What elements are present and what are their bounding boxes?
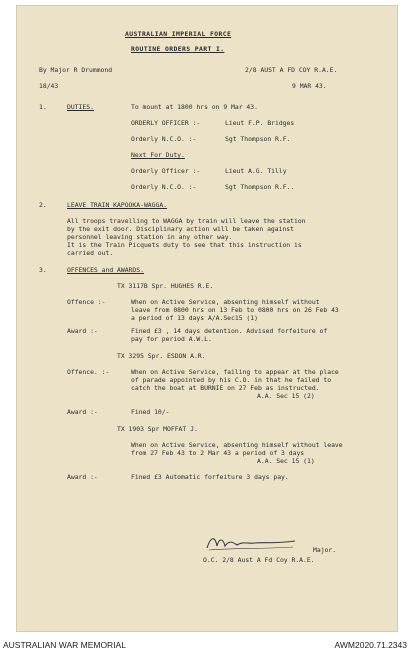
case-2-offence-line: catch the boat at BURNIE on 27 Feb as instructed. xyxy=(131,384,320,392)
section-2-title: LEAVE TRAIN KAPOOKA-WAGGA. xyxy=(67,201,168,209)
case-1-offence-line: leave from 0800 hrs on 13 Feb to 0800 hrs on 26 Feb 43 xyxy=(131,306,339,314)
section-1-number: 1. xyxy=(39,103,47,111)
section-2-line: by the exit door. Disciplinary action will be taken against xyxy=(67,225,295,233)
section-2-line: carried out. xyxy=(67,249,114,257)
case-2-offence-line: A.A. Sec 15 (2) xyxy=(257,392,315,400)
case-1-offence-label: Offence :- xyxy=(67,298,106,306)
case-2-offence-label: Offence. :- xyxy=(67,368,110,376)
orderly-officer-label: ORDERLY OFFICER :- xyxy=(131,119,201,127)
orderly-officer-name: Lieut F.P. Bridges xyxy=(225,119,295,127)
header-date: 9 MAR 43. xyxy=(292,82,327,90)
section-2-line: It is the Train Picquets duty to see that this instruction is xyxy=(67,241,302,249)
case-1-soldier: TX 3117B Spr. HUGHES R.E. xyxy=(117,282,214,290)
case-2-offence-line: of parade appointed by his C.O. in that he failed to xyxy=(131,376,332,384)
handwritten-signature xyxy=(203,532,299,554)
case-1-award-line: Fined £3 , 14 days detention. Advised forfeiture of xyxy=(131,327,328,335)
section-3-number: 3. xyxy=(39,266,47,274)
case-3-award-text: Fined £3 Automatic forfeiture 3 days pay. xyxy=(131,473,289,481)
section-1-intro: To mount at 1800 hrs on 9 Mar 43. xyxy=(131,103,258,111)
header-unit: 2/8 AUST A FD COY R.A.E. xyxy=(245,66,338,74)
next-orderly-officer-label: Orderly Officer :- xyxy=(131,167,201,175)
signature-rank: Major. xyxy=(313,546,337,554)
case-2-award-label: Award :- xyxy=(67,408,98,416)
case-3-offence-line: When on Active Service, absenting himself without leave xyxy=(131,441,343,449)
case-1-offence-line: When on Active Service, absenting himself without xyxy=(131,298,320,306)
next-for-duty-heading: Next For Duty. xyxy=(131,151,185,159)
header-title: AUSTRALIAN IMPERIAL FORCE xyxy=(125,30,232,38)
case-1-offence-line: a period of 13 days A/A.Sec15 (1) xyxy=(131,314,258,322)
footer-institution: AUSTRALIAN WAR MEMORIAL xyxy=(3,640,126,650)
next-orderly-nco-name: Sgt Thompson R.F.. xyxy=(225,183,295,191)
next-orderly-officer-name: Lieut A.G. Tilly xyxy=(225,167,287,175)
header-ref: 18/43 xyxy=(39,82,59,90)
case-2-award-text: Fined 10/- xyxy=(131,408,170,416)
header-subtitle: ROUTINE ORDERS PART I. xyxy=(131,45,225,53)
footer-accession-number: AWM2020.71.2343 xyxy=(334,640,407,650)
orderly-nco-label: Orderly N.C.O. :- xyxy=(131,135,197,143)
section-1-title: DUTIES. xyxy=(67,103,94,111)
case-3-soldier: TX 1903 Spr MOFFAT J. xyxy=(117,425,198,433)
case-3-offence-line: from 27 Feb 43 to 2 Mar 43 a period of 3 days xyxy=(131,449,305,457)
case-3-offence-line: A.A. Sec 15 (1) xyxy=(257,457,315,465)
next-orderly-nco-label: Orderly N.C.O. :- xyxy=(131,183,197,191)
section-2-number: 2. xyxy=(39,201,47,209)
case-1-award-label: Award :- xyxy=(67,327,98,335)
case-2-soldier: TX 3295 Spr. ESDON A.R. xyxy=(117,352,206,360)
case-1-award-line: pay for period A.W.L. xyxy=(131,335,212,343)
case-2-offence-line: When on Active Service, failing to appear at the place xyxy=(131,368,339,376)
signature-title: O.C. 2/8 Aust A Fd Coy R.A.E. xyxy=(203,556,315,564)
section-3-title: OFFENCES and AWARDS. xyxy=(67,266,144,274)
section-2-line: All troops travelling to WAGGA by train will leave the station xyxy=(67,217,306,225)
section-2-line: personnel leaving station in any other way. xyxy=(67,233,233,241)
orderly-nco-name: Sgt Thompson R.F. xyxy=(225,135,291,143)
header-by: By Major R Drummond xyxy=(39,66,113,74)
document-page xyxy=(16,5,398,632)
case-3-award-label: Award :- xyxy=(67,473,98,481)
